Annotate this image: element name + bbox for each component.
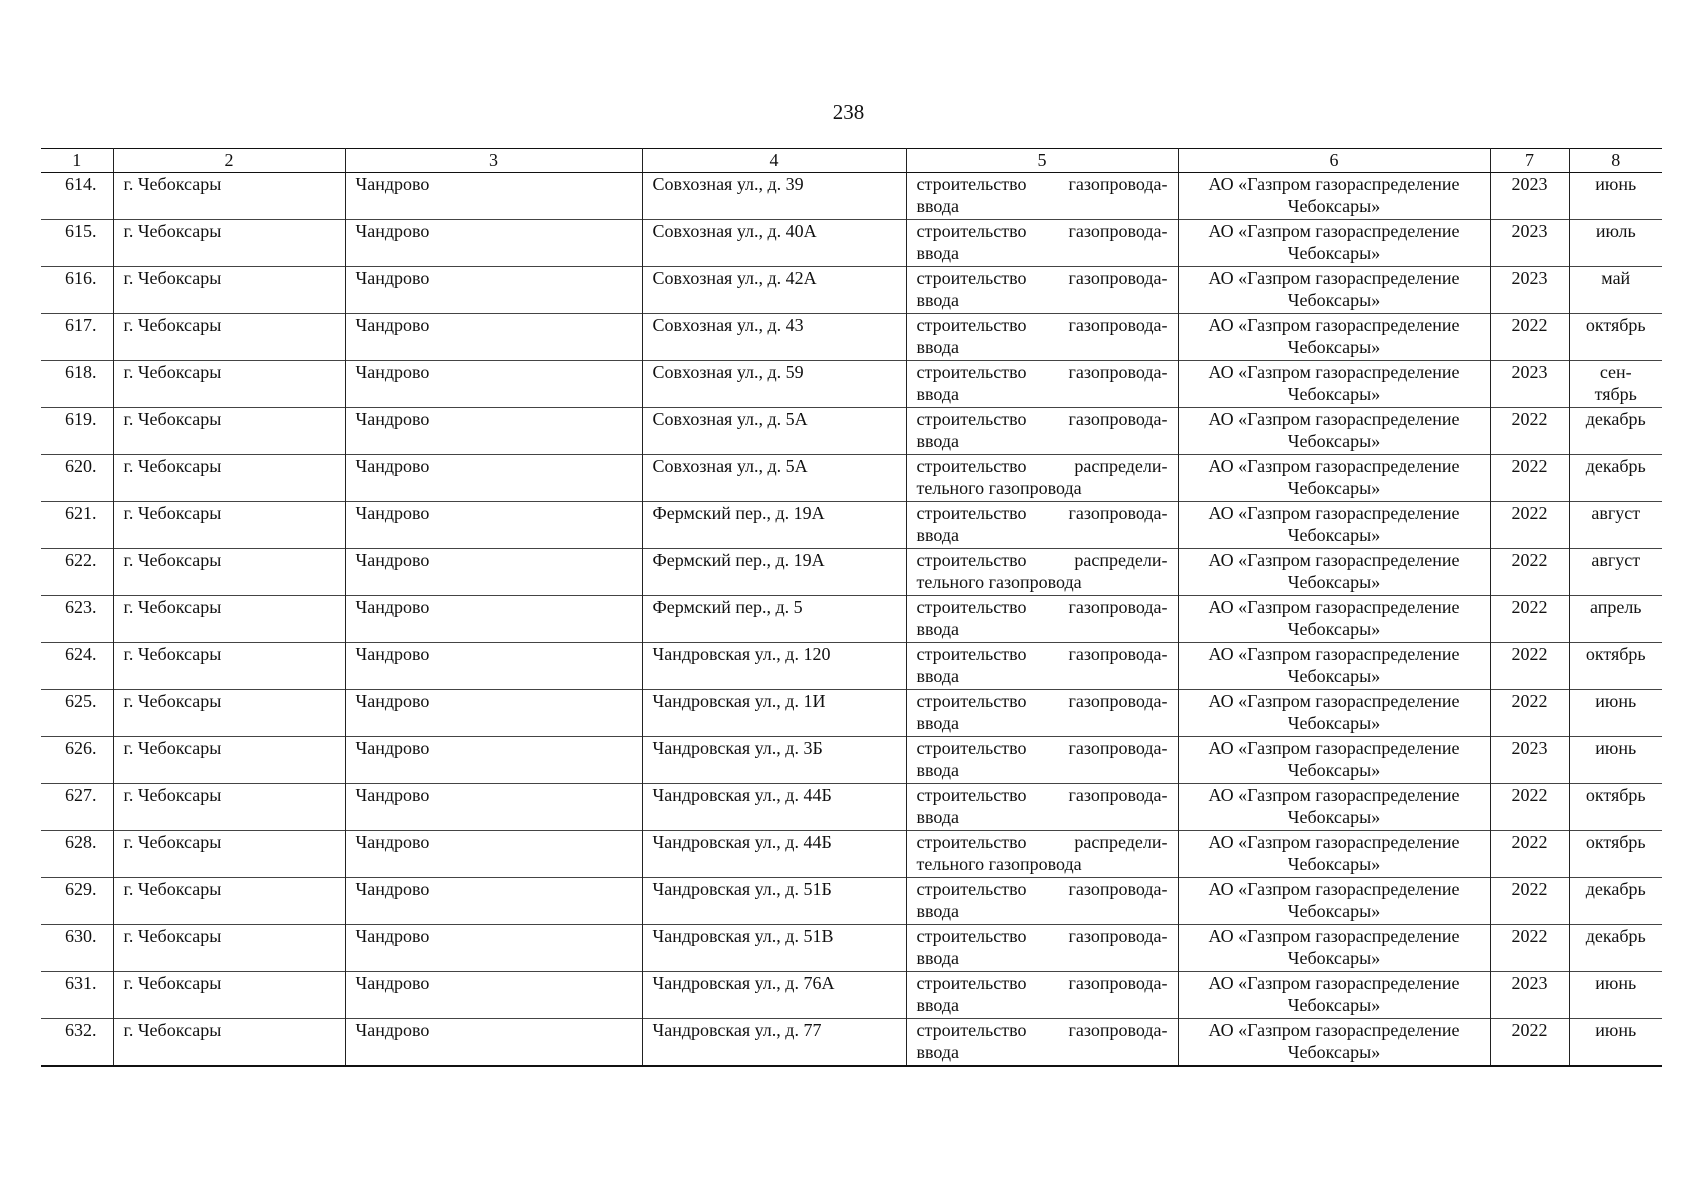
settlement-cell: Чандрово — [345, 267, 642, 314]
table-row — [41, 690, 1662, 737]
month-cell: август — [1569, 502, 1662, 549]
page-number: 238 — [832, 100, 865, 124]
address-cell: Чандровская ул., д. 3Б — [642, 737, 906, 784]
year-cell: 2022 — [1490, 784, 1569, 831]
month-cell: май — [1569, 267, 1662, 314]
row-number-cell: 623. — [41, 596, 113, 643]
settlement-cell: Чандрово — [345, 831, 642, 878]
row-number-cell: 625. — [41, 690, 113, 737]
table-row — [41, 455, 1662, 502]
city-cell: г. Чебоксары — [113, 361, 345, 408]
month-cell: декабрь — [1569, 455, 1662, 502]
row-number-cell: 631. — [41, 972, 113, 1019]
city-cell: г. Чебоксары — [113, 408, 345, 455]
month-cell: июнь — [1569, 737, 1662, 784]
settlement-cell: Чандрово — [345, 737, 642, 784]
address-cell: Чандровская ул., д. 51Б — [642, 878, 906, 925]
table-row — [41, 361, 1662, 408]
address-cell: Чандровская ул., д. 120 — [642, 643, 906, 690]
work-type-cell: строительство газопровода-ввода — [906, 220, 1178, 267]
year-cell: 2022 — [1490, 408, 1569, 455]
row-number-cell: 624. — [41, 643, 113, 690]
column-header: 4 — [642, 149, 906, 173]
settlement-cell: Чандрово — [345, 220, 642, 267]
year-cell: 2022 — [1490, 1019, 1569, 1066]
month-cell: октябрь — [1569, 831, 1662, 878]
address-cell: Чандровская ул., д. 77 — [642, 1019, 906, 1066]
address-cell: Совхозная ул., д. 40А — [642, 220, 906, 267]
month-cell: октябрь — [1569, 314, 1662, 361]
organization-cell: АО «Газпром газораспределение Чебоксары» — [1178, 596, 1490, 643]
settlement-cell: Чандрово — [345, 173, 642, 220]
work-type-cell: строительство газопровода-ввода — [906, 502, 1178, 549]
organization-cell: АО «Газпром газораспределение Чебоксары» — [1178, 972, 1490, 1019]
month-cell: октябрь — [1569, 643, 1662, 690]
address-cell: Чандровская ул., д. 1И — [642, 690, 906, 737]
address-cell: Чандровская ул., д. 44Б — [642, 784, 906, 831]
organization-cell: АО «Газпром газораспределение Чебоксары» — [1178, 314, 1490, 361]
organization-cell: АО «Газпром газораспределение Чебоксары» — [1178, 878, 1490, 925]
row-number-cell: 622. — [41, 549, 113, 596]
work-type-cell: строительство газопровода-ввода — [906, 1019, 1178, 1066]
table-row — [41, 784, 1662, 831]
organization-cell: АО «Газпром газораспределение Чебоксары» — [1178, 173, 1490, 220]
year-cell: 2022 — [1490, 502, 1569, 549]
column-header: 7 — [1490, 149, 1569, 173]
organization-cell: АО «Газпром газораспределение Чебоксары» — [1178, 455, 1490, 502]
year-cell: 2023 — [1490, 361, 1569, 408]
address-cell: Совхозная ул., д. 5А — [642, 408, 906, 455]
year-cell: 2023 — [1490, 267, 1569, 314]
work-type-cell: строительство газопровода-ввода — [906, 972, 1178, 1019]
column-header: 3 — [345, 149, 642, 173]
organization-cell: АО «Газпром газораспределение Чебоксары» — [1178, 408, 1490, 455]
city-cell: г. Чебоксары — [113, 878, 345, 925]
address-cell: Фермский пер., д. 5 — [642, 596, 906, 643]
column-header: 1 — [41, 149, 113, 173]
settlement-cell: Чандрово — [345, 643, 642, 690]
city-cell: г. Чебоксары — [113, 549, 345, 596]
city-cell: г. Чебоксары — [113, 784, 345, 831]
table-row — [41, 408, 1662, 455]
work-type-cell: строительство газопровода-ввода — [906, 784, 1178, 831]
city-cell: г. Чебоксары — [113, 455, 345, 502]
month-cell: июнь — [1569, 173, 1662, 220]
column-header: 6 — [1178, 149, 1490, 173]
settlement-cell: Чандрово — [345, 1019, 642, 1066]
table-row — [41, 972, 1662, 1019]
table-row — [41, 1019, 1662, 1066]
settlement-cell: Чандрово — [345, 925, 642, 972]
table-row — [41, 831, 1662, 878]
city-cell: г. Чебоксары — [113, 220, 345, 267]
address-cell: Совхозная ул., д. 43 — [642, 314, 906, 361]
table-row — [41, 220, 1662, 267]
table-row — [41, 173, 1662, 220]
address-cell: Фермский пер., д. 19А — [642, 502, 906, 549]
city-cell: г. Чебоксары — [113, 737, 345, 784]
work-type-cell: строительство газопровода-ввода — [906, 314, 1178, 361]
organization-cell: АО «Газпром газораспределение Чебоксары» — [1178, 1019, 1490, 1066]
work-type-cell: строительство газопровода-ввода — [906, 173, 1178, 220]
address-cell: Чандровская ул., д. 76А — [642, 972, 906, 1019]
row-number-cell: 626. — [41, 737, 113, 784]
row-number-cell: 620. — [41, 455, 113, 502]
month-cell: декабрь — [1569, 408, 1662, 455]
city-cell: г. Чебоксары — [113, 690, 345, 737]
month-cell: июнь — [1569, 972, 1662, 1019]
row-number-cell: 619. — [41, 408, 113, 455]
month-cell: октябрь — [1569, 784, 1662, 831]
city-cell: г. Чебоксары — [113, 173, 345, 220]
row-number-cell: 618. — [41, 361, 113, 408]
column-header: 8 — [1569, 149, 1662, 173]
year-cell: 2022 — [1490, 314, 1569, 361]
table-row — [41, 878, 1662, 925]
settlement-cell: Чандрово — [345, 596, 642, 643]
work-type-cell: строительство газопровода-ввода — [906, 643, 1178, 690]
organization-cell: АО «Газпром газораспределение Чебоксары» — [1178, 690, 1490, 737]
work-type-cell: строительство газопровода-ввода — [906, 408, 1178, 455]
organization-cell: АО «Газпром газораспределение Чебоксары» — [1178, 220, 1490, 267]
city-cell: г. Чебоксары — [113, 972, 345, 1019]
work-type-cell: строительство газопровода-ввода — [906, 690, 1178, 737]
row-number-cell: 627. — [41, 784, 113, 831]
city-cell: г. Чебоксары — [113, 925, 345, 972]
year-cell: 2022 — [1490, 925, 1569, 972]
work-type-cell: строительство газопровода-ввода — [906, 596, 1178, 643]
row-number-cell: 616. — [41, 267, 113, 314]
row-number-cell: 628. — [41, 831, 113, 878]
year-cell: 2022 — [1490, 878, 1569, 925]
organization-cell: АО «Газпром газораспределение Чебоксары» — [1178, 737, 1490, 784]
month-cell: август — [1569, 549, 1662, 596]
table-row — [41, 737, 1662, 784]
month-cell: сен- тябрь — [1569, 361, 1662, 408]
address-cell: Совхозная ул., д. 39 — [642, 173, 906, 220]
row-number-cell: 632. — [41, 1019, 113, 1066]
organization-cell: АО «Газпром газораспределение Чебоксары» — [1178, 502, 1490, 549]
settlement-cell: Чандрово — [345, 549, 642, 596]
organization-cell: АО «Газпром газораспределение Чебоксары» — [1178, 831, 1490, 878]
settlement-cell: Чандрово — [345, 408, 642, 455]
address-cell: Чандровская ул., д. 51В — [642, 925, 906, 972]
row-number-cell: 629. — [41, 878, 113, 925]
work-type-cell: строительство распределительного газопровода — [906, 549, 1178, 596]
address-cell: Совхозная ул., д. 5А — [642, 455, 906, 502]
city-cell: г. Чебоксары — [113, 643, 345, 690]
city-cell: г. Чебоксары — [113, 314, 345, 361]
year-cell: 2022 — [1490, 690, 1569, 737]
city-cell: г. Чебоксары — [113, 1019, 345, 1066]
work-type-cell: строительство газопровода-ввода — [906, 361, 1178, 408]
address-cell: Совхозная ул., д. 42А — [642, 267, 906, 314]
work-type-cell: строительство распределительного газопровода — [906, 831, 1178, 878]
settlement-cell: Чандрово — [345, 314, 642, 361]
month-cell: июль — [1569, 220, 1662, 267]
row-number-cell: 614. — [41, 173, 113, 220]
row-number-cell: 615. — [41, 220, 113, 267]
city-cell: г. Чебоксары — [113, 267, 345, 314]
column-header: 5 — [906, 149, 1178, 173]
year-cell: 2023 — [1490, 972, 1569, 1019]
month-cell: декабрь — [1569, 878, 1662, 925]
organization-cell: АО «Газпром газораспределение Чебоксары» — [1178, 643, 1490, 690]
organization-cell: АО «Газпром газораспределение Чебоксары» — [1178, 549, 1490, 596]
month-cell: июнь — [1569, 1019, 1662, 1066]
settlement-cell: Чандрово — [345, 361, 642, 408]
column-number-row — [41, 149, 1662, 173]
work-type-cell: строительство газопровода-ввода — [906, 925, 1178, 972]
work-type-cell: строительство газопровода-ввода — [906, 878, 1178, 925]
year-cell: 2023 — [1490, 173, 1569, 220]
year-cell: 2023 — [1490, 220, 1569, 267]
row-number-cell: 617. — [41, 314, 113, 361]
organization-cell: АО «Газпром газораспределение Чебоксары» — [1178, 784, 1490, 831]
row-number-cell: 630. — [41, 925, 113, 972]
address-cell: Совхозная ул., д. 59 — [642, 361, 906, 408]
work-type-cell: строительство газопровода-ввода — [906, 267, 1178, 314]
settlement-cell: Чандрово — [345, 502, 642, 549]
settlement-cell: Чандрово — [345, 690, 642, 737]
work-type-cell: строительство распределительного газопровода — [906, 455, 1178, 502]
gasification-schedule-table — [41, 148, 1662, 1067]
month-cell: апрель — [1569, 596, 1662, 643]
organization-cell: АО «Газпром газораспределение Чебоксары» — [1178, 361, 1490, 408]
table-row — [41, 314, 1662, 361]
year-cell: 2022 — [1490, 549, 1569, 596]
month-cell: декабрь — [1569, 925, 1662, 972]
work-type-cell: строительство газопровода-ввода — [906, 737, 1178, 784]
table-row — [41, 549, 1662, 596]
address-cell: Фермский пер., д. 19А — [642, 549, 906, 596]
organization-cell: АО «Газпром газораспределение Чебоксары» — [1178, 925, 1490, 972]
city-cell: г. Чебоксары — [113, 831, 345, 878]
settlement-cell: Чандрово — [345, 972, 642, 1019]
settlement-cell: Чандрово — [345, 455, 642, 502]
year-cell: 2023 — [1490, 737, 1569, 784]
settlement-cell: Чандрово — [345, 878, 642, 925]
settlement-cell: Чандрово — [345, 784, 642, 831]
table-row — [41, 502, 1662, 549]
year-cell: 2022 — [1490, 831, 1569, 878]
city-cell: г. Чебоксары — [113, 502, 345, 549]
table-row — [41, 643, 1662, 690]
month-cell: июнь — [1569, 690, 1662, 737]
table-row — [41, 925, 1662, 972]
city-cell: г. Чебоксары — [113, 596, 345, 643]
year-cell: 2022 — [1490, 643, 1569, 690]
table-row — [41, 267, 1662, 314]
year-cell: 2022 — [1490, 596, 1569, 643]
organization-cell: АО «Газпром газораспределение Чебоксары» — [1178, 267, 1490, 314]
table-row — [41, 596, 1662, 643]
row-number-cell: 621. — [41, 502, 113, 549]
column-header: 2 — [113, 149, 345, 173]
year-cell: 2022 — [1490, 455, 1569, 502]
address-cell: Чандровская ул., д. 44Б — [642, 831, 906, 878]
